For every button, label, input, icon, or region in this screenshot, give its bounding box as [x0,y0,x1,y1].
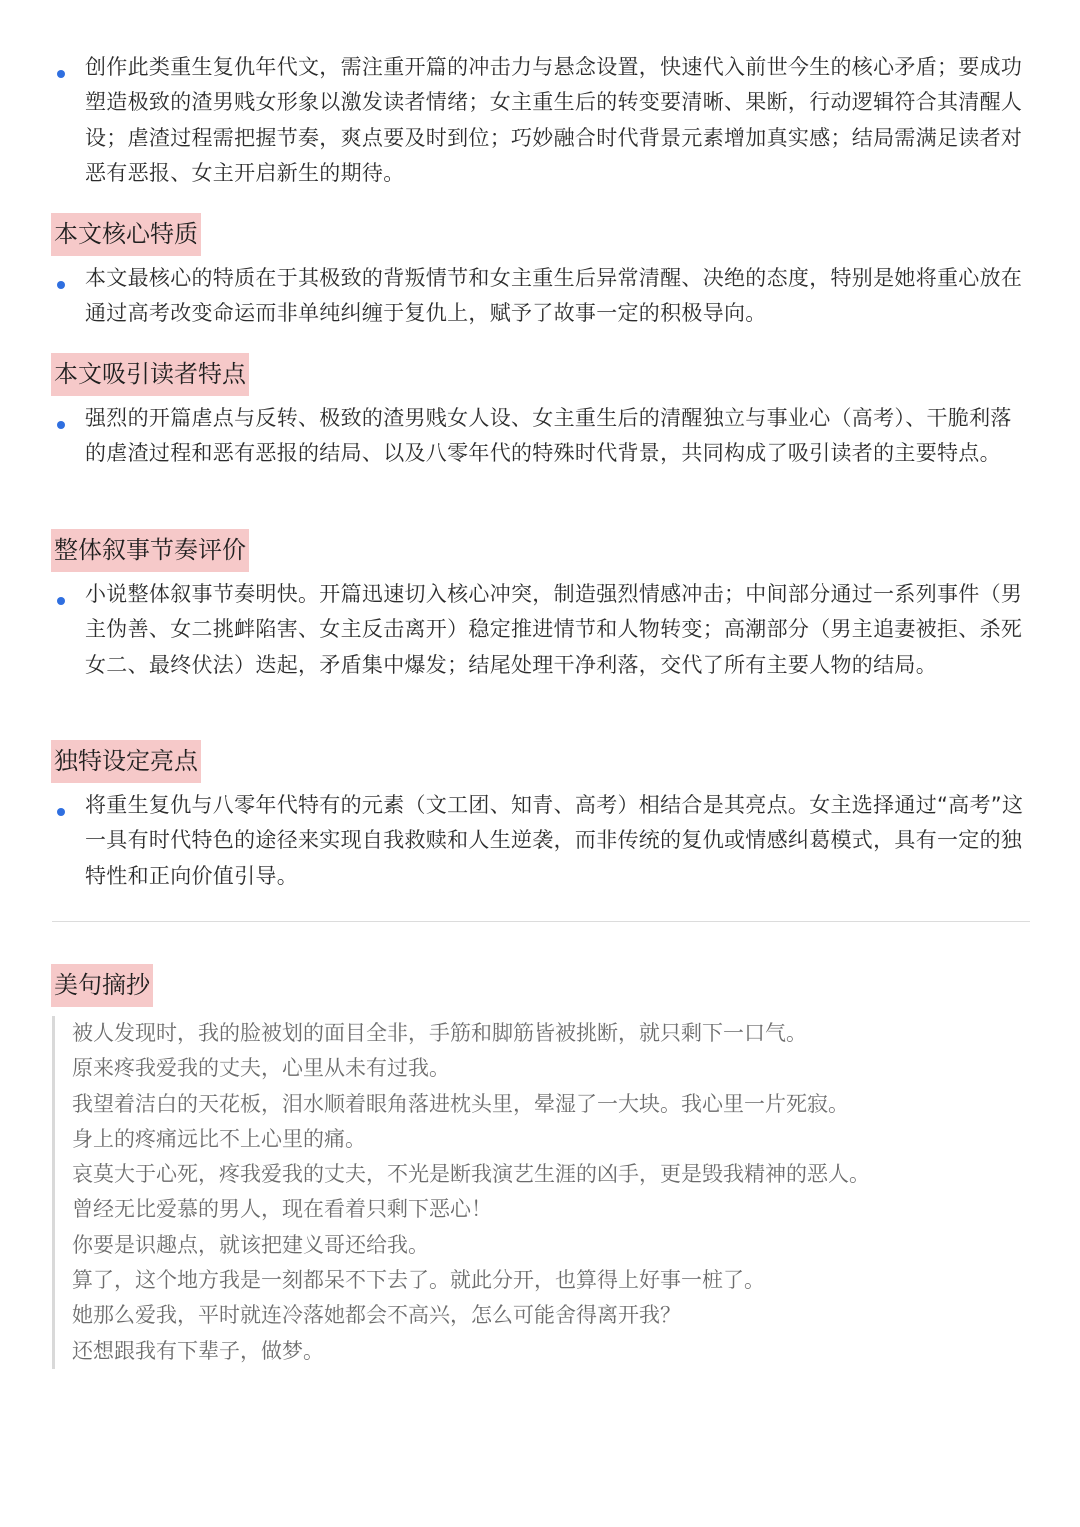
bullet-text: 小说整体叙事节奏明快。开篇迅速切入核心冲突，制造强烈情感冲击；中间部分通过一系列事件（男主伪善、女二挑衅陷害、女主反击离开）稳定推进情节和人物转变；高潮部分（男主追妻被拒、杀死女二、最终伏法）迭起，矛盾集中爆发；结尾处理干净利落，交代了所有主要人物的结局。 [85,582,1023,677]
section-divider [52,921,1030,922]
section-heading-unique-setting: 独特设定亮点 [51,740,201,783]
quote-line: 她那么爱我，平时就连冷落她都会不高兴，怎么可能舍得离开我？ [72,1303,681,1328]
section-heading-quotes: 美句摘抄 [51,964,153,1007]
bullet-dot-icon [57,281,65,289]
bullet-dot-icon [57,70,65,78]
bullet-dot-icon [57,597,65,605]
bullet-text: 强烈的开篇虐点与反转、极致的渣男贱女人设、女主重生后的清醒独立与事业心（高考）、干脆利落的虐渣过程和恶有恶报的结局、以及八零年代的特殊时代背景，共同构成了吸引读者的主要特点。 [85,406,1012,466]
reader-appeal-bullet [55,401,1030,472]
intro-bullet [55,50,1030,191]
quote-line: 还想跟我有下辈子，做梦。 [72,1338,324,1363]
quote-line: 哀莫大于心死，疼我爱我的丈夫，不光是断我演艺生涯的凶手，更是毁我精神的恶人。 [72,1162,870,1187]
section-heading-narrative-pace: 整体叙事节奏评价 [51,529,249,572]
quote-line: 我望着洁白的天花板，泪水顺着眼角落进枕头里，晕湿了一大块。我心里一片死寂。 [72,1091,849,1116]
quote-line: 曾经无比爱慕的男人，现在看着只剩下恶心！ [72,1197,492,1222]
bullet-text: 创作此类重生复仇年代文，需注重开篇的冲击力与悬念设置，快速代入前世今生的核心矛盾；要成功塑造极致的渣男贱女形象以激发读者情绪；女主重生后的转变要清晰、果断，行动逻辑符合其清醒人设；虐渣过程需把握节奏，爽点要及时到位；巧妙融合时代背景元素增加真实感；结局需满足读者对恶有恶报、女主开启新生的期待。 [85,55,1023,185]
quotes-blockquote [52,1016,1032,1369]
quote-line: 身上的疼痛远比不上心里的痛。 [72,1126,366,1151]
quote-line: 算了，这个地方我是一刻都呆不下去了。就此分开，也算得上好事一桩了。 [72,1268,765,1293]
section-heading-reader-appeal: 本文吸引读者特点 [51,353,249,396]
bullet-text: 将重生复仇与八零年代特有的元素（文工团、知青、高考）相结合是其亮点。女主选择通过“高考”这一具有时代特色的途径来实现自我救赎和人生逆袭，而非传统的复仇或情感纠葛模式，具有一定的独特性和正向价值引导。 [85,793,1024,888]
narrative-pace-bullet [55,577,1030,683]
bullet-dot-icon [57,421,65,429]
unique-setting-bullet [55,788,1030,894]
core-traits-bullet [55,261,1030,332]
bullet-text: 本文最核心的特质在于其极致的背叛情节和女主重生后异常清醒、决绝的态度，特别是她将重心放在通过高考改变命运而非单纯纠缠于复仇上，赋予了故事一定的积极导向。 [85,266,1023,326]
bullet-dot-icon [57,808,65,816]
quote-line: 被人发现时，我的脸被划的面目全非，手筋和脚筋皆被挑断，就只剩下一口气。 [72,1021,807,1045]
quote-line: 原来疼我爱我的丈夫，心里从未有过我。 [72,1056,450,1081]
quote-line: 你要是识趣点，就该把建义哥还给我。 [72,1232,429,1257]
section-heading-core-traits: 本文核心特质 [51,213,201,256]
